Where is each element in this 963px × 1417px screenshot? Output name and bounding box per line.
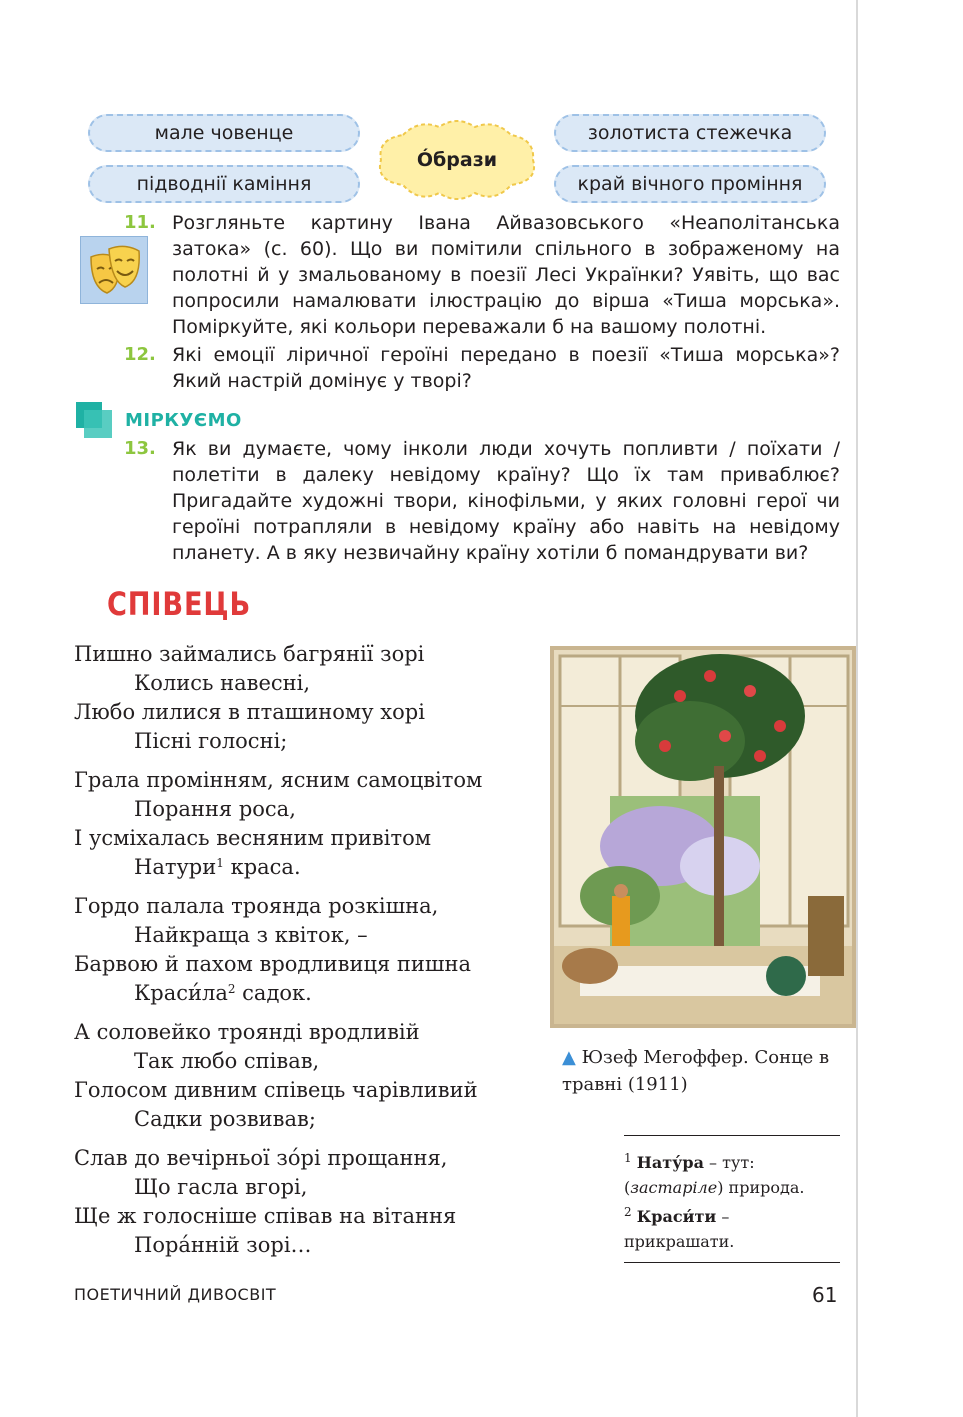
poem-line: Барвою й пахом вродливиця пишна <box>74 952 471 976</box>
footnotes <box>624 1150 840 1258</box>
poem-line: Колись навесні, <box>134 671 311 695</box>
task-number: 13. <box>124 438 156 459</box>
concept-left-top <box>88 114 360 152</box>
poem-line: Ще ж голосніше співав на вітання <box>74 1204 457 1228</box>
poem-line: Пісні голосні; <box>134 729 288 753</box>
poem-line: Найкраща з квіток, – <box>134 923 368 947</box>
concept-left-bottom-label: підводнії каміння <box>136 173 312 195</box>
task-13 <box>124 436 840 566</box>
poem-line: Що гасла вгорі, <box>134 1175 308 1199</box>
concept-center-label: Óбрази <box>416 149 498 171</box>
task-text: Як ви думаєте, чому інколи люди хочуть попливти / поїхати / полетіти в далеку невідому країну? Що їх там приваблює? Пригадайте художні твори, кінофільми, у яких головні герої чи героїні потрапляли в невідому країну або навіть на невідому планету. А в яку незвичайну країну хотіли б помандрувати ви? <box>172 438 840 564</box>
poem-line: Натури$^1$ краса. <box>134 855 301 879</box>
concept-right-top-label: золотиста стежечка <box>587 122 793 144</box>
painting-caption <box>562 1044 852 1098</box>
concept-left-top-label: мале човенце <box>154 122 294 144</box>
poem-body <box>74 640 544 1260</box>
poem-line: Голосом дивним співець чарівливий <box>74 1078 478 1102</box>
footnote-1: $^1$ Нату́ра – тут: (застаріле) природа. <box>624 1151 805 1197</box>
poem-line: А соловейко троянді вродливій <box>74 1020 420 1044</box>
poem-line: $Краси́ла^2$ садок. <box>134 981 312 1005</box>
poem-line: Гордо палала троянда розкішна, <box>74 894 439 918</box>
page-margin-line <box>856 0 858 1417</box>
caption-text: Юзеф Мегоффер. Сонце в травні (1911) <box>562 1047 830 1095</box>
task-12 <box>124 342 840 394</box>
poem-line: Так любо співав, <box>134 1049 320 1073</box>
task-number: 12. <box>124 344 156 365</box>
poem-title: СПІВЕЦЬ <box>107 585 252 623</box>
poem-line: Порання роса, <box>134 797 296 821</box>
painting-image <box>550 646 856 1028</box>
poem-line: Любо лилися в пташиному хорі <box>74 700 425 724</box>
section-label: МІРКУЄМО <box>125 410 242 431</box>
footnote-divider-bottom <box>624 1262 840 1263</box>
footnote-ref-1: 1 <box>216 856 224 870</box>
concept-left-bottom <box>88 165 360 203</box>
task-number: 11. <box>124 212 156 233</box>
caption-triangle-icon: ▲ <box>562 1047 576 1068</box>
poem-line: Пишно займались багрянії зорі <box>74 642 425 666</box>
concept-right-top <box>554 114 826 152</box>
concept-right-bottom-label: край вічного проміння <box>577 173 803 195</box>
section-marker-icon <box>76 402 112 438</box>
footnote-ref-2: 2 <box>227 982 236 996</box>
page-number: 61 <box>812 1283 838 1307</box>
task-11 <box>124 210 840 340</box>
task-text: Розгляньте картину Івана Айвазовського «Неаполітанська затока» (с. 60). Що ви помітили спільного в зображеному на полотні й у змальованому в поезії Лесі Українки? Уявіть, що вас попросили намалювати ілюстрацію до вірша «Тиша морська». Поміркуйте, які кольори переважали б на вашому полотні. <box>172 212 840 338</box>
concept-right-bottom <box>554 165 826 203</box>
poem-line: Садки розвивав; <box>134 1107 316 1131</box>
footnote-2: $^2$ Краси́ти – прикрашати. <box>624 1205 735 1251</box>
footnote-divider-top <box>624 1135 840 1136</box>
concept-center-cloud <box>373 117 541 203</box>
poem-line: Пора́нній зорі… <box>134 1233 312 1257</box>
poem-line: І усміхалась весняним привітом <box>74 826 432 850</box>
poem-line: Слав до вечірньої зо́рі прощання, <box>74 1146 448 1170</box>
task-text: Які емоції ліричної героїні передано в поезії «Тиша морська»? Який настрій домінує у творі? <box>172 344 840 392</box>
footer-section-title: ПОЕТИЧНИЙ ДИВОСВІТ <box>74 1285 277 1304</box>
poem-line: Грала промінням, ясним самоцвітом <box>74 768 483 792</box>
